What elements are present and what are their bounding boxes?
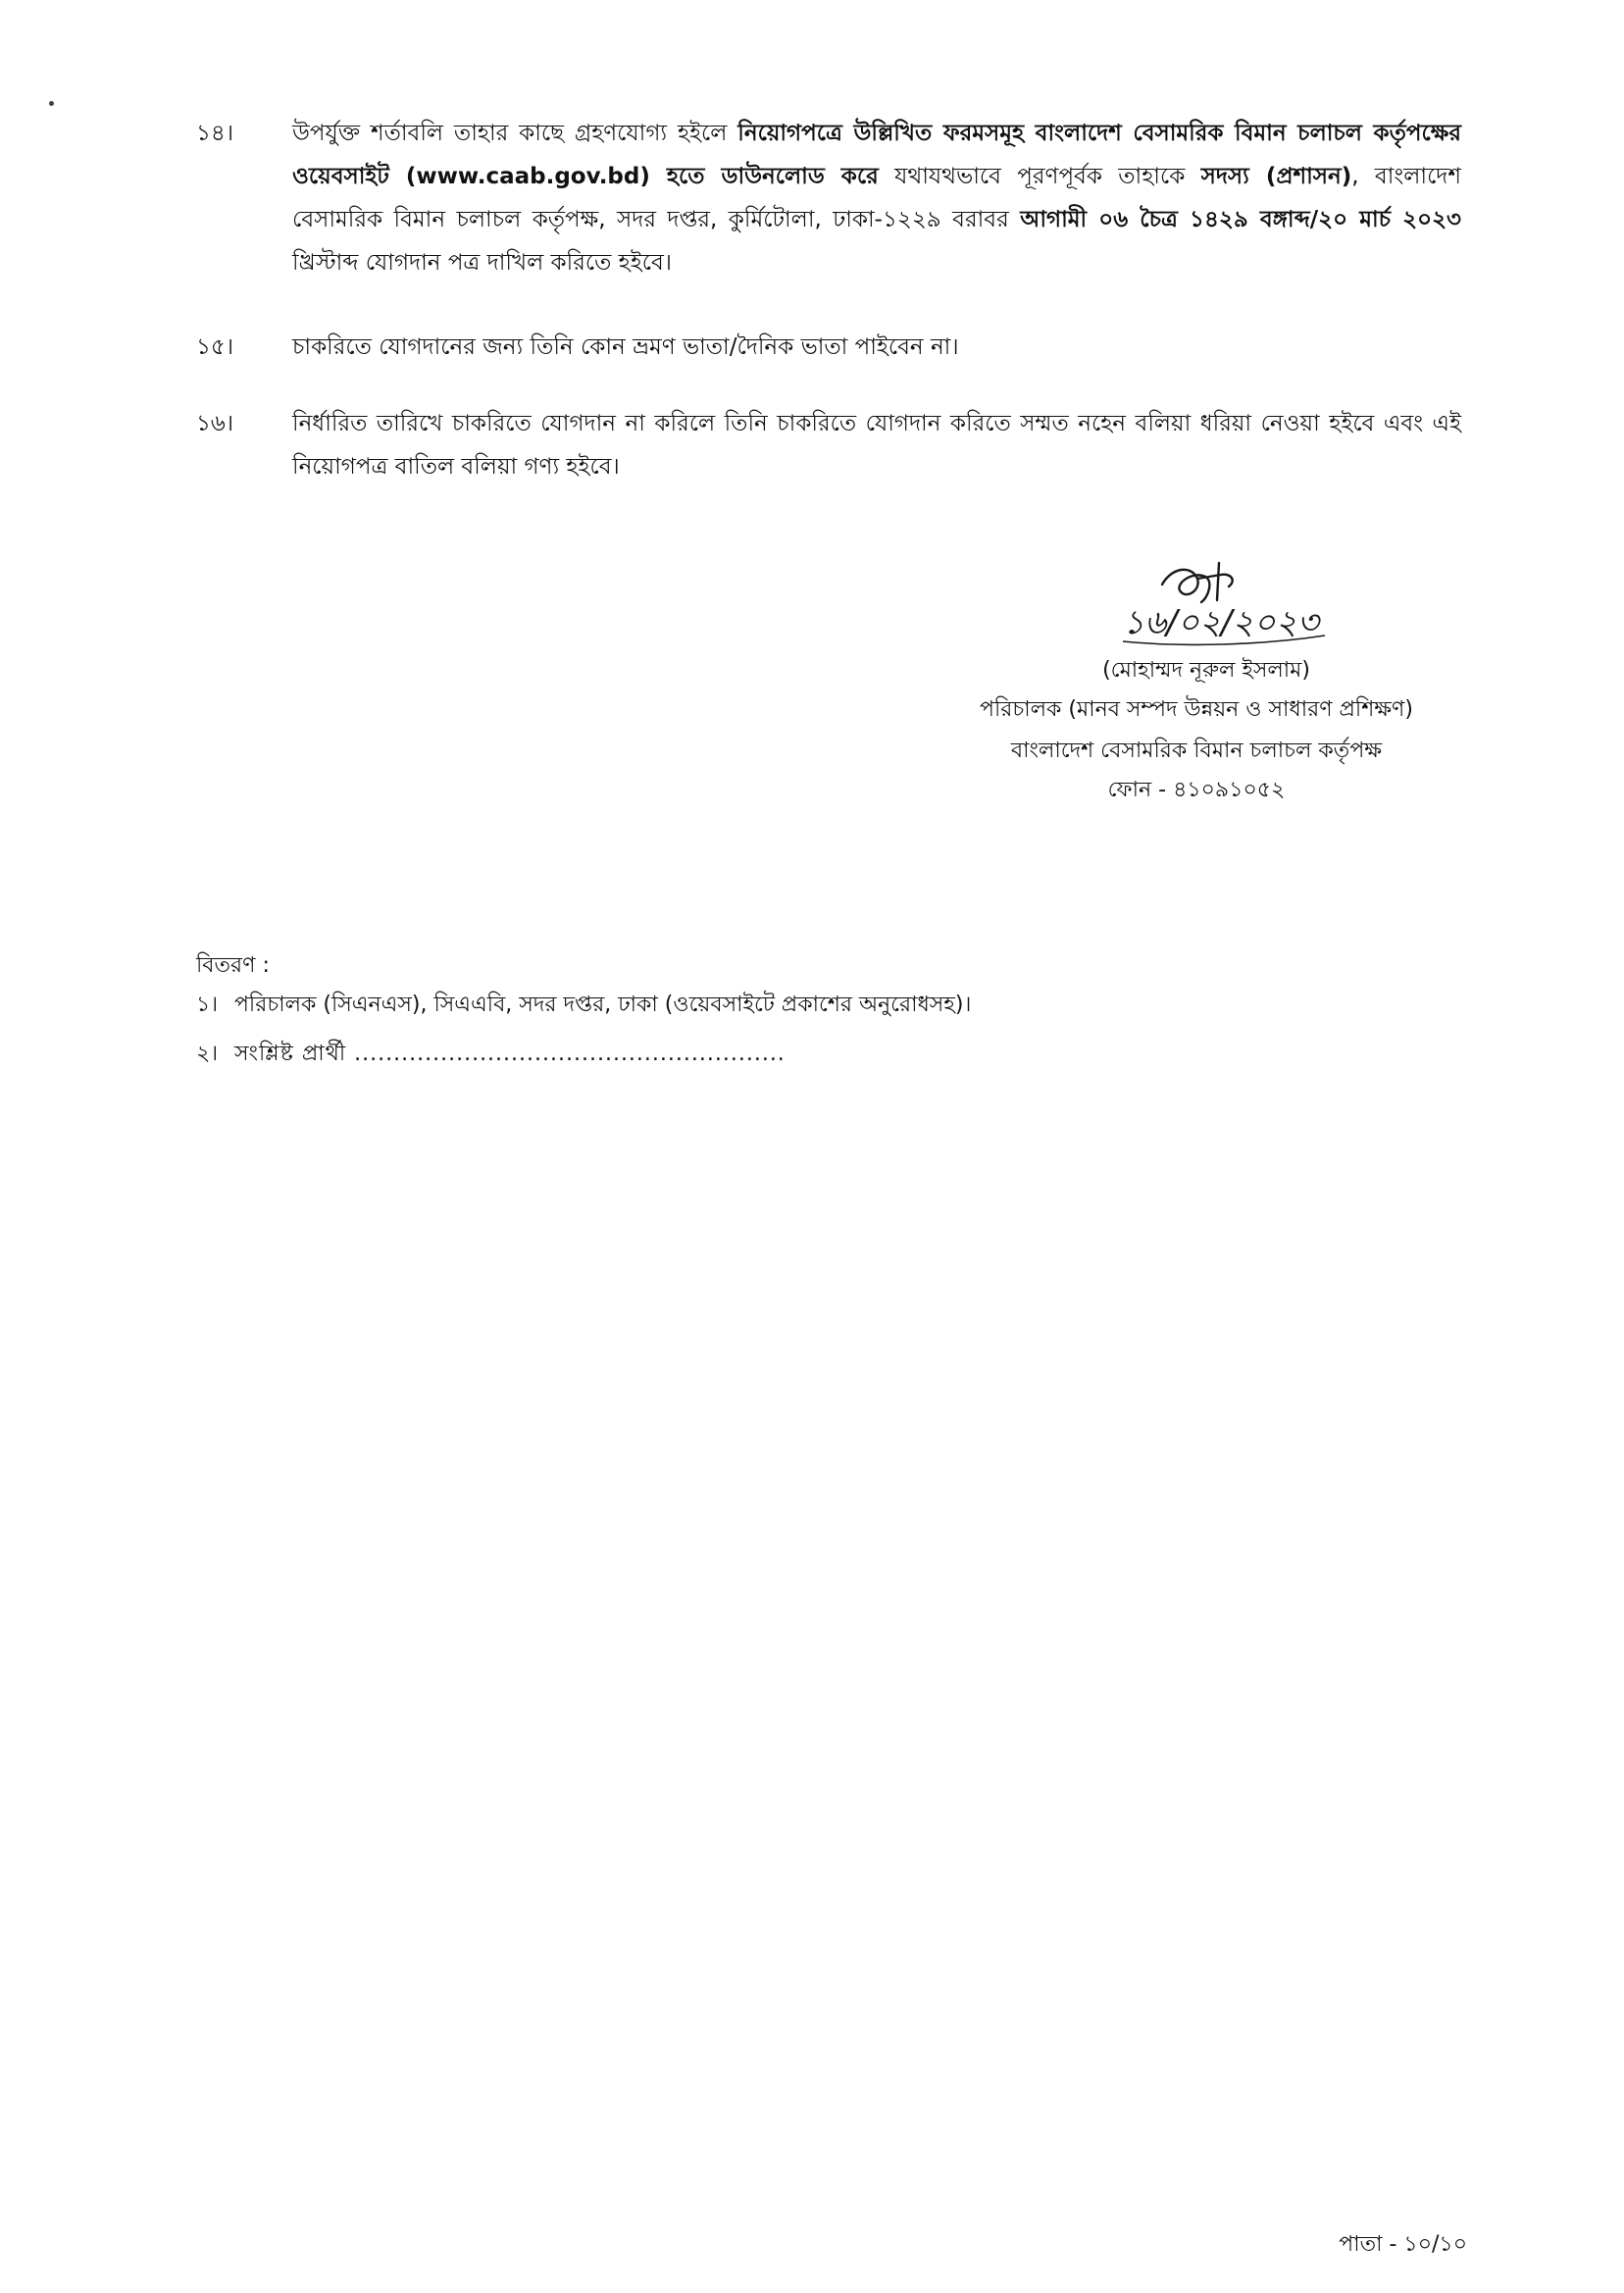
distribution-item-text: পরিচালক (সিএনএস), সিএএবি, সদর দপ্তর, ঢাকা (ওয়েবসাইটে প্রকাশের অনুরোধসহ)।	[234, 993, 972, 1017]
clause-segment: নির্ধারিত তারিখে চাকরিতে যোগদান না করিলে তিনি চাকরিতে যোগদান করিতে সম্মত নহেন বলিয়া ধরিয়া নেওয়া হইবে এবং এই নিয়োগপত্র বাতিল বলিয়া গণ্য হইবে।	[292, 411, 1461, 480]
clause-14	[196, 112, 1461, 288]
clause-number: ১৫।	[196, 334, 234, 360]
clause-15	[196, 326, 1461, 375]
clause-segment: উপর্যুক্ত শর্তাবলি তাহার কাছে গ্রহণযোগ্য হইলে	[292, 121, 738, 146]
distribution-title: বিতরণ :	[196, 953, 270, 978]
distribution-item	[196, 989, 1275, 1022]
clause-text	[292, 326, 1461, 369]
clause-number: ১৪।	[196, 121, 234, 146]
signature-date: ১৬/০২/২০২৩	[1123, 603, 1319, 642]
clause-segment-bold: নিয়োগপত্রে উল্লিখিত ফরমসমূহ বাংলাদেশ বেসামরিক বিমান চলাচল কর্তৃপক্ষের ওয়েবসাইট (www.caab.gov.bd) হতে ডাউনলোড করে	[292, 121, 1461, 189]
clause-segment: , বাংলাদেশ বেসামরিক বিমান চলাচল কর্তৃপক্ষ, সদর দপ্তর, কুর্মিটোলা, ঢাকা-১২২৯ বরাবর	[292, 164, 1461, 232]
signatory-phone: ফোন - ৪১০৯১০৫২	[1107, 778, 1286, 802]
signatory-designation: পরিচালক (মানব সম্পদ উন্নয়ন ও সাধারণ প্রশিক্ষণ)	[980, 697, 1413, 722]
signatory-name: (মোহাম্মদ নূরুল ইসলাম)	[1102, 658, 1310, 683]
handwritten-signature	[1103, 557, 1339, 665]
scan-speck	[49, 101, 54, 106]
signatory-organization: বাংলাদেশ বেসামরিক বিমান চলাচল কর্তৃপক্ষ	[1010, 739, 1383, 763]
clause-16	[196, 402, 1461, 492]
clause-text	[292, 402, 1461, 488]
distribution-item-number: ১।	[196, 993, 219, 1017]
distribution-item-text: সংশ্লিষ্ট প্রার্থী .......................................................	[234, 1042, 786, 1066]
clause-segment: চাকরিতে যোগদানের জন্য তিনি কোন ভ্রমণ ভাতা/দৈনিক ভাতা পাইবেন না।	[292, 334, 959, 360]
clause-segment-bold: আগামী ০৬ চৈত্র ১৪২৯ বঙ্গাব্দ/২০ মার্চ ২০২৩	[1020, 207, 1461, 232]
distribution-item	[196, 1038, 1275, 1071]
clause-number: ১৬।	[196, 411, 234, 436]
clause-segment: যথাযথভাবে পূরণপূর্বক তাহাকে	[878, 164, 1201, 189]
signature-block	[902, 557, 1491, 832]
distribution-item-number: ২।	[196, 1042, 219, 1066]
clause-segment: খ্রিস্টাব্দ যোগদান পত্র দাখিল করিতে হইবে।	[292, 250, 672, 276]
page-number: পাতা - ১০/১০	[1339, 2232, 1467, 2257]
clause-segment-bold: সদস্য (প্রশাসন)	[1200, 164, 1352, 189]
clause-text	[292, 112, 1461, 284]
